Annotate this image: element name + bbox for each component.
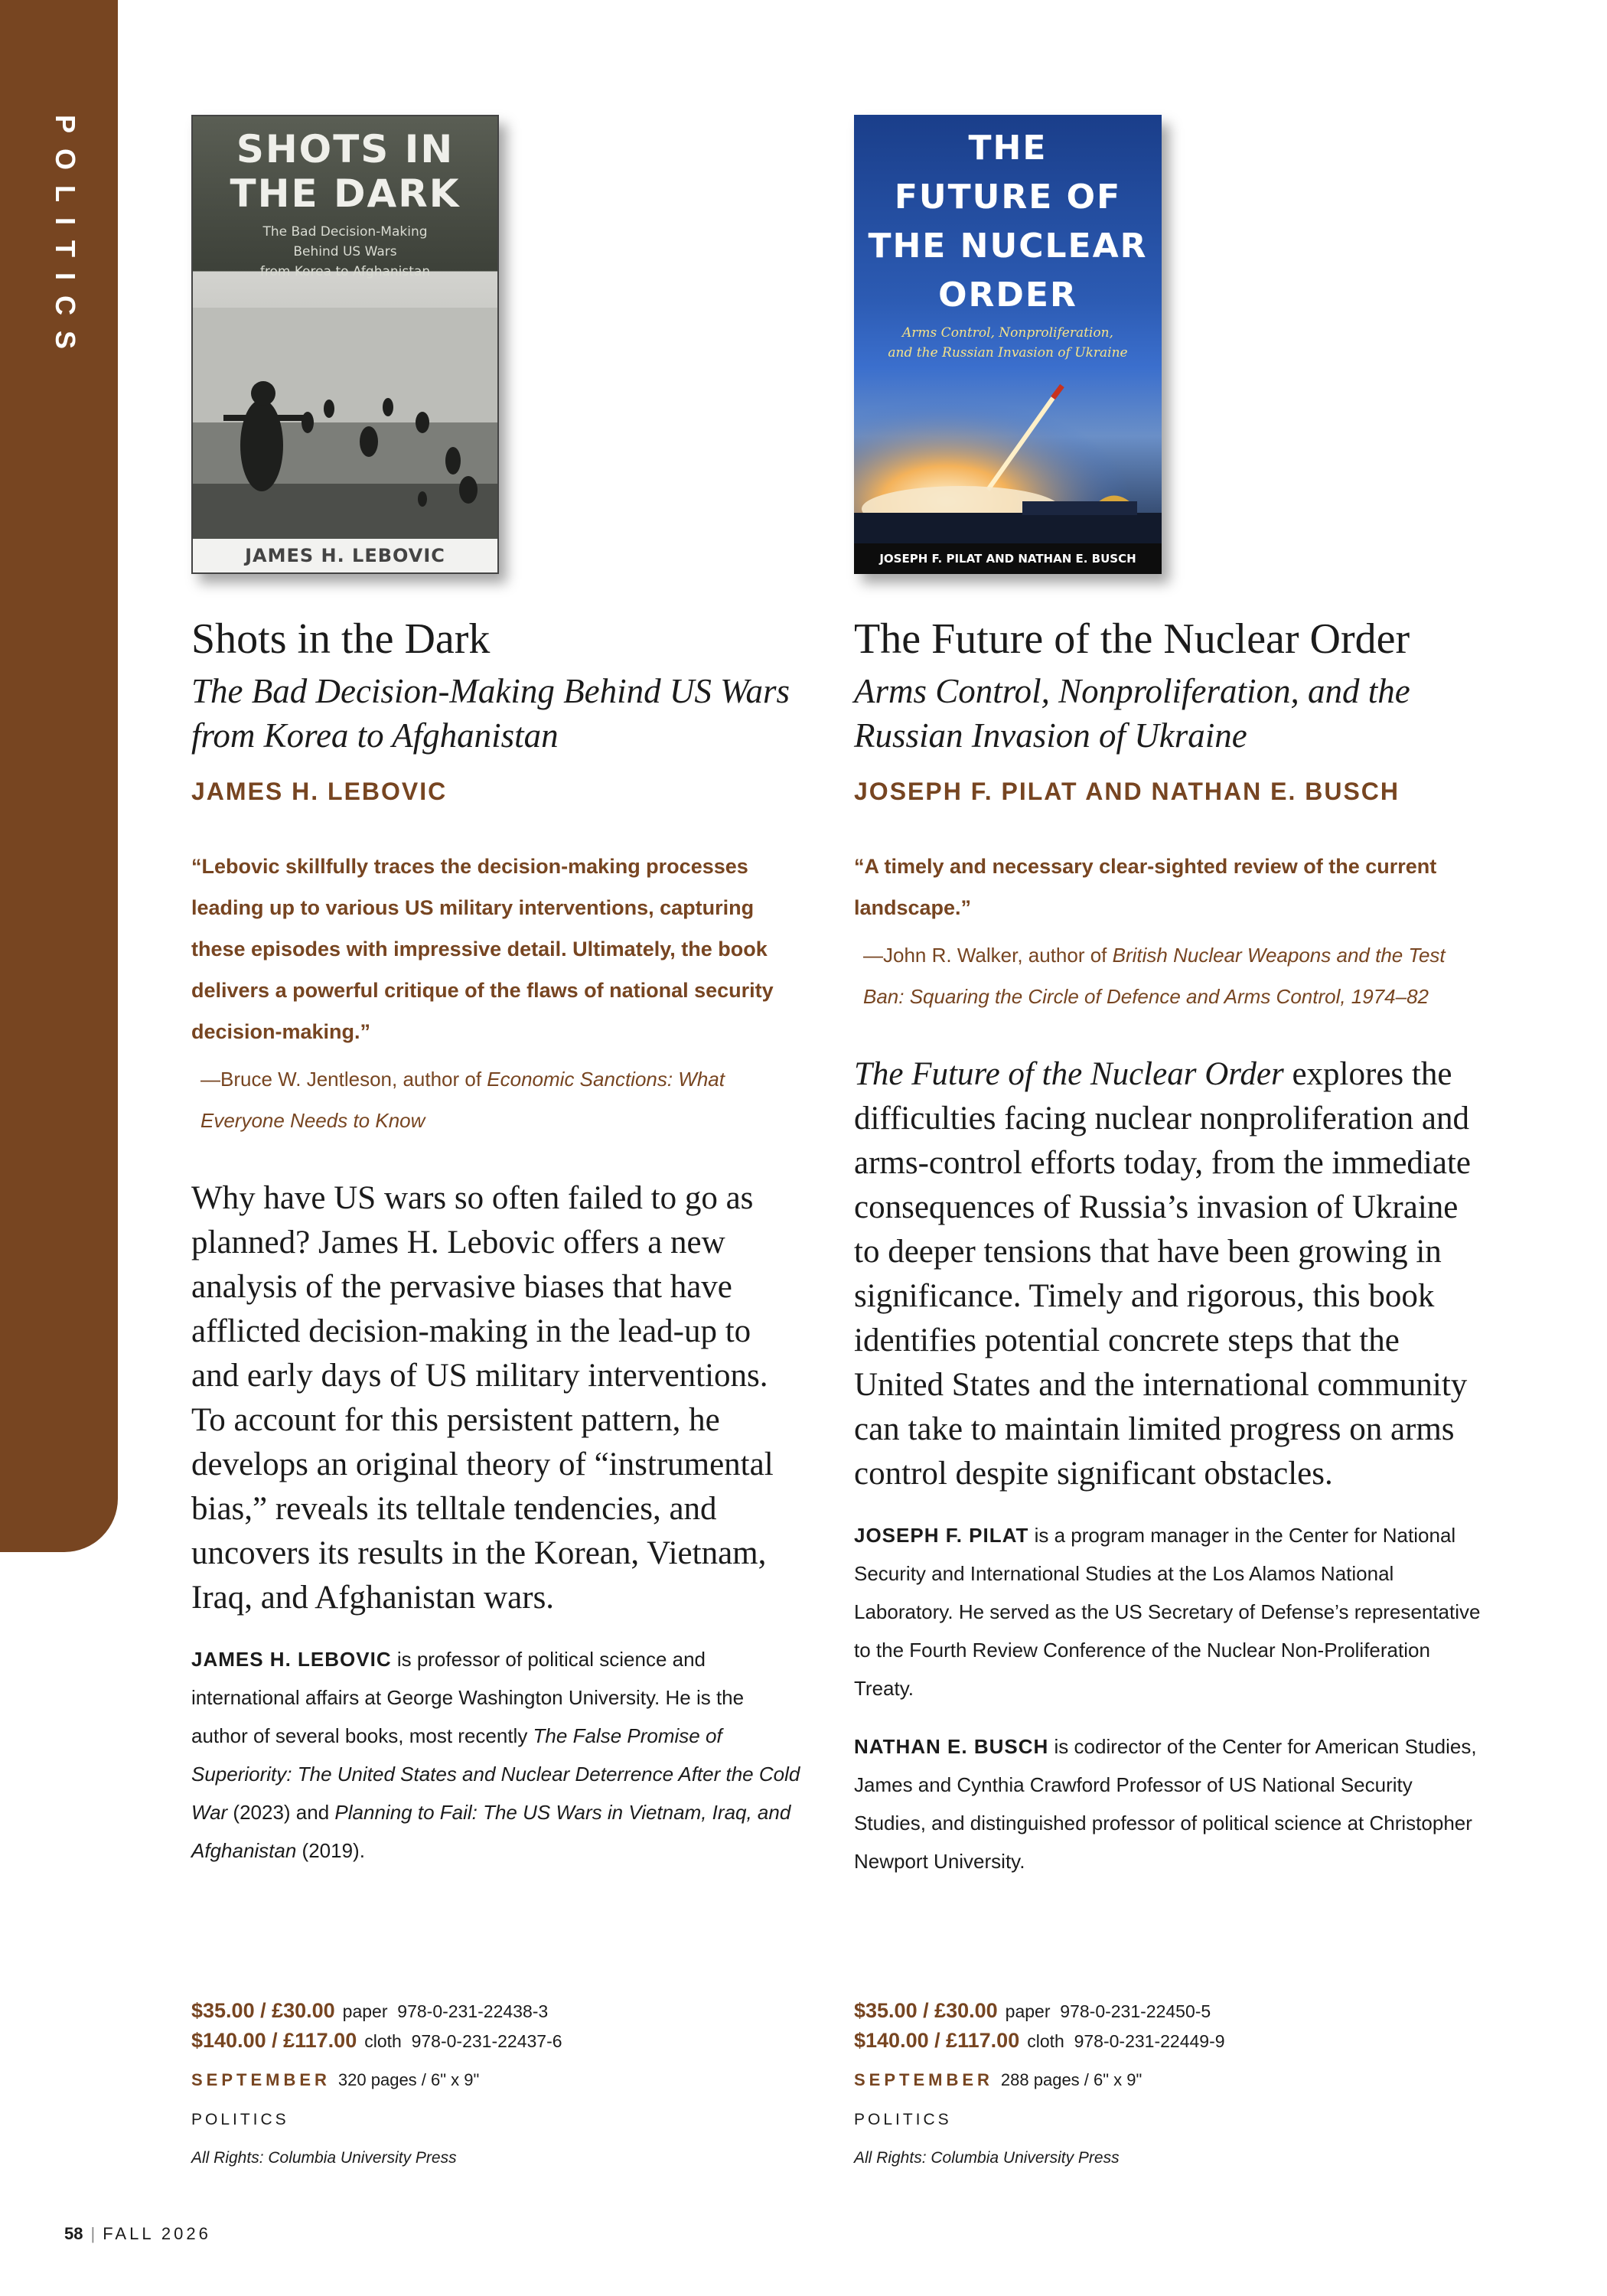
cloth-price: $140.00 / £117.00 — [191, 2029, 357, 2052]
author-bio-busch — [854, 1727, 1489, 1880]
description-book-title: The Future of the Nuclear Order — [854, 1056, 1284, 1092]
cover-title — [193, 127, 497, 216]
book-cover-future-of-nuclear-order[interactable] — [854, 115, 1162, 574]
cover-title-line: FUTURE OF — [894, 178, 1122, 217]
isbn: 978-0-231-22449-9 — [1074, 2031, 1225, 2051]
subject-category: POLITICS — [191, 2111, 289, 2128]
format-label: cloth — [1027, 2031, 1064, 2051]
cloth-price-line — [854, 2026, 1489, 2056]
paper-price: $35.00 / £30.00 — [854, 1999, 998, 2022]
author-bio-pilat — [854, 1516, 1489, 1707]
cover-author: JOSEPH F. PILAT AND NATHAN E. BUSCH — [854, 543, 1162, 574]
cover-subtitle-line: The Bad Decision-Making — [262, 224, 428, 240]
cover-title-line: THE — [968, 129, 1048, 168]
review-attribution — [863, 934, 1489, 1017]
cover-photo-soldiers — [193, 308, 499, 545]
paper-price-line — [854, 1996, 1489, 2026]
description-text: explores the difficulties facing nuclear nonproliferation and arms-control efforts today, from the immediate consequences of Russia’s invasion of Ukraine to deeper tensions that have been growing in significance. Timely and rigorous, this book identifies potential concrete steps that the United States and the international community can take to maintain limited progress on arms control despite significant obstacles. — [854, 1056, 1471, 1492]
publication-month: SEPTEMBER — [191, 2070, 331, 2089]
attribution-text: —Bruce W. Jentleson, author of — [200, 1068, 487, 1091]
bio-author-name: NATHAN E. BUSCH — [854, 1735, 1049, 1758]
cover-title-line: SHOTS IN — [236, 127, 455, 171]
publication-details — [191, 2065, 804, 2095]
format-label: paper — [342, 2001, 388, 2021]
cloth-price: $140.00 / £117.00 — [854, 2029, 1020, 2052]
footer-separator: | — [90, 2224, 96, 2243]
book-description: Why have US wars so often failed to go as planned? James H. Lebovic offers a new analysis of the pervasive biases that have afflicted decision-making in the lead-up to and early days of US military interventions. To account for this persistent pattern, he develops an original theory of “instrumental bias,” reveals its telltale tendencies, and uncovers its results in the Korean, Vietnam, Iraq, and Afghanistan wars. — [191, 1180, 774, 1616]
cover-subtitle — [872, 323, 1143, 363]
bio-text: is professor of political science and international affairs at George Washington University. He is the author of several books, most recently — [191, 1648, 745, 1747]
book-info-future-of-nuclear-order — [854, 1996, 1489, 2174]
cover-title-line: THE NUCLEAR — [868, 227, 1148, 266]
section-tab — [0, 0, 118, 1552]
cover-author: JAMES H. LEBOVIC — [193, 539, 497, 572]
attribution-work: British Nuclear Weapons and the Test Ban: Squaring the Circle of Defence and Arms Control, 1974–82 — [863, 944, 1446, 1008]
bio-text: (2019). — [296, 1839, 365, 1862]
cover-title-line: ORDER — [938, 276, 1077, 315]
cover-photo-missile-launch — [854, 375, 1162, 543]
page-footer — [64, 2224, 211, 2244]
book-author: JAMES H. LEBOVIC — [191, 778, 448, 805]
bio-text: is codirector of the Center for American Studies, James and Cynthia Crawford Professor of US National Security Studies, and distinguished professor of political science at Christopher Newport University. — [854, 1735, 1477, 1873]
isbn: 978-0-231-22450-5 — [1060, 2001, 1211, 2021]
bio-author-name: JAMES H. LEBOVIC — [191, 1648, 392, 1671]
cover-subtitle-line: and the Russian Invasion of Ukraine — [888, 345, 1128, 360]
book-title: Shots in the Dark — [191, 615, 491, 663]
publication-details — [854, 2065, 1489, 2095]
cover-title — [854, 124, 1162, 320]
publication-month: SEPTEMBER — [854, 2070, 993, 2089]
cover-subtitle-line: Behind US Wars — [293, 244, 397, 259]
book-subtitle: Arms Control, Nonproliferation, and the Russian Invasion of Ukraine — [854, 672, 1410, 755]
subject-category: POLITICS — [854, 2111, 952, 2128]
rights-notice: All Rights: Columbia University Press — [191, 2149, 457, 2167]
attribution-work: Economic Sanctions: What Everyone Needs to Know — [200, 1068, 725, 1132]
review-attribution — [200, 1058, 804, 1141]
bio-author-name: JOSEPH F. PILAT — [854, 1524, 1029, 1547]
book-specs: 288 pages / 6" x 9" — [1000, 2070, 1143, 2089]
cover-subtitle-line: from Korea to Afghanistan — [259, 264, 431, 279]
rights-notice: All Rights: Columbia University Press — [854, 2149, 1120, 2167]
paper-price: $35.00 / £30.00 — [191, 1999, 335, 2022]
review-quote: “A timely and necessary clear-sighted review of the current landscape.” — [854, 855, 1437, 919]
book-listing-shots-in-the-dark — [191, 115, 804, 1870]
attribution-text: —John R. Walker, author of — [863, 944, 1113, 967]
book-info-shots-in-the-dark — [191, 1996, 804, 2174]
format-label: cloth — [364, 2031, 402, 2051]
isbn: 978-0-231-22437-6 — [411, 2031, 562, 2051]
cover-subtitle-line: Arms Control, Nonproliferation, — [902, 325, 1113, 341]
page-number: 58 — [64, 2224, 83, 2243]
cover-subtitle — [216, 222, 474, 282]
catalog-season: FALL 2026 — [103, 2224, 211, 2243]
cover-title-line: THE DARK — [230, 171, 461, 216]
bio-text: (2023) and — [227, 1801, 335, 1824]
bio-work-title: The False Promise of Superiority: The United States and Nuclear Deterrence After the Cold War — [191, 1724, 800, 1824]
section-tab-label: POLITICS — [50, 115, 81, 365]
review-quote: “Lebovic skillfully traces the decision-making processes leading up to various US military interventions, capturing these episodes with impressive detail. Ultimately, the book delivers a powerful critique of the flaws of national security decision-making.” — [191, 855, 774, 1043]
book-description — [854, 1052, 1489, 1496]
book-listing-future-of-nuclear-order — [854, 115, 1489, 1880]
book-cover-shots-in-the-dark[interactable] — [191, 115, 499, 574]
bio-text: is a program manager in the Center for National Security and International Studies at the Los Alamos National Laboratory. He served as the US Secretary of Defense’s representative to the Fourth Review Conference of the Nuclear Non-Proliferation Treaty. — [854, 1524, 1481, 1700]
paper-price-line — [191, 1996, 804, 2026]
isbn: 978-0-231-22438-3 — [397, 2001, 549, 2021]
format-label: paper — [1005, 2001, 1051, 2021]
author-bio — [191, 1640, 804, 1870]
book-specs: 320 pages / 6" x 9" — [337, 2070, 480, 2089]
bio-work-title: Planning to Fail: The US Wars in Vietnam, Iraq, and Afghanistan — [191, 1801, 791, 1862]
cloth-price-line — [191, 2026, 804, 2056]
book-author: JOSEPH F. PILAT AND NATHAN E. BUSCH — [854, 778, 1400, 805]
book-subtitle: The Bad Decision-Making Behind US Wars from Korea to Afghanistan — [191, 672, 790, 755]
book-title: The Future of the Nuclear Order — [854, 615, 1410, 663]
